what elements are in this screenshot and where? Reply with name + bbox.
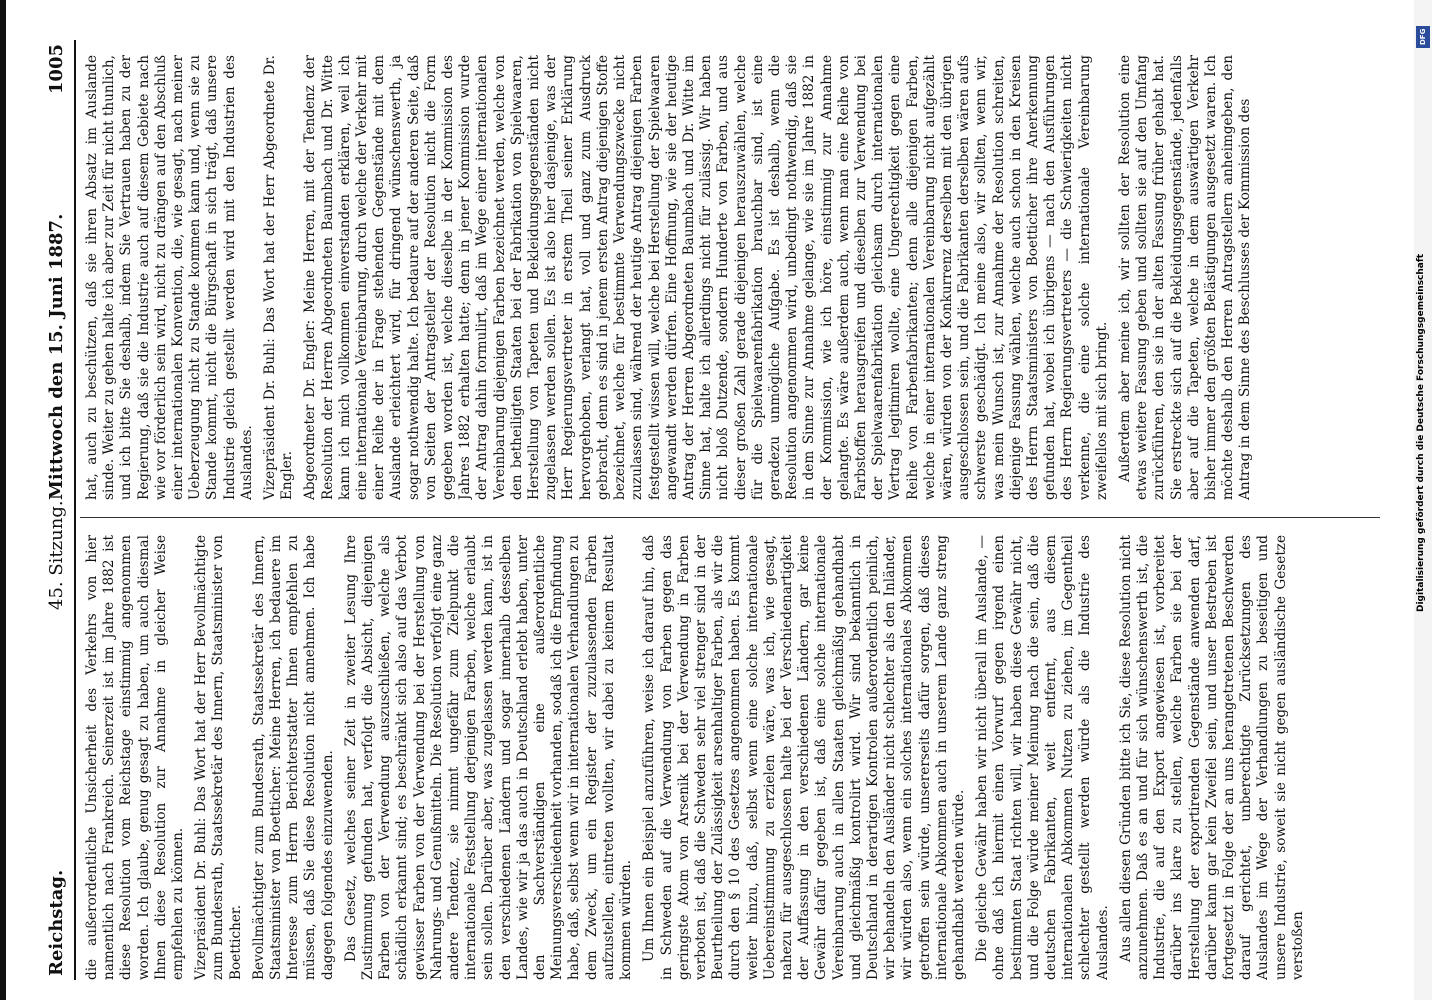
paragraph: Aus allen diesen Gründen bitte ich Sie, diese Resolution nicht anzunehmen. Daß es an und für sich wünschenswerth ist, die Industrie, die auf den Export angewiesen ist, vorbereitet darüber ins klare zu stellen, welche Farben sie bei der Herstellung der exportirenden Gegenstände anwenden darf, darüber kann gar kein Zweifel sein, und unser Bestreben ist fortgesetzt in Folge der an uns herangetretenen Beschwerden darauf gerichtet, unberechtigte Zurücksetzungen des Auslandes im Wege der Verhandlungen zu beseitigen und unsere Industrie, soweit sie nicht gegen ausländische Gesetze verstoßen bbox=[1117, 535, 1306, 980]
paragraph: Außerdem aber meine ich, wir sollten der Resolution eine etwas weitere Fassung geben und sollten sie auf den Umfang zurückführen, den sie in der alten Fassung früher gehabt hat. Sie erstreckte sich auf die Bekleidungsgegenstände, jedenfalls aber auf die Tapeten, welche in dem auswärtigen Verkehr bisher immer den größten Belästigungen ausgesetzt waren. Ich möchte deshalb den Herren Antragstellern anheimgeben, den Antrag in dem Sinne des Beschlusses der Kommission des bbox=[1116, 55, 1254, 500]
right-column bbox=[84, 55, 1384, 500]
digitization-credit: Digitalisierung gefördert durch die Deutsche Forschungsgemeinschaft bbox=[1416, 253, 1426, 612]
header-date: Mittwoch den 15. Juni 1887. bbox=[46, 213, 67, 500]
header-session: 45. Sitzung. bbox=[46, 500, 67, 610]
header-page-number: 1005 bbox=[46, 44, 67, 95]
speaker-paragraph: Vizepräsident Dr. Buhl: Das Wort hat der Herr Bevollmächtigte zum Bundesrath, Staatssekretär des Innern, Staatsminister von Boetticher. bbox=[193, 535, 244, 980]
paragraph: die außerordentliche Unsicherheit des Verkehrs von hier namentlich nach Frankreich. Seinerzeit ist im Jahre 1882 ist diese Resolution vom Reichstage einstimmig angenommen worden. Ich glaube, genug gesagt zu haben, um auch diesmal Ihnen diese Resolution zur Annahme in gleicher Weise empfehlen zu können. bbox=[84, 535, 187, 980]
paragraph: Um Ihnen ein Beispiel anzuführen, weise ich darauf hin, daß in Schweden auf die Verwendung von Farben gegen das geringste Atom von Arsenik bei der Verwendung in Farben verboten ist, daß die Schweden sehr viel strenger sind in der Beurtheilung der Zulässigkeit arsenhaltiger Farben, als wir die durch den § 10 des Gesetzes angenommen haben. Es kommt weiter hinzu, daß, selbst wenn eine solche internationale Uebereinstimmung zu erzielen wäre, was ich, wie gesagt, nahezu für ausgeschlossen halte bei der Verschiedenartigkeit der Auffassung in den verschiedenen Ländern, gar keine Gewähr dafür gegeben ist, daß eine solche internationale Vereinbarung auch in allen Staaten gleichmäßig gehandhabt und gleichmäßig kontrolirt wird. Wir sind bekanntlich in Deutschland in derartigen Kontrolen außerordentlich peinlich, wir behandeln den Ausländer nicht schlechter als den Inländer, wir würden also, wenn ein solches internationales Abkommen getroffen sein würde, unsererseits dafür sorgen, daß dieses internationale Abkommen auch in unserem Lande ganz streng gehandhabt werden würde. bbox=[641, 535, 967, 980]
speaker-paragraph: Abgeordneter Dr. Engler: Meine Herren, mit der Tendenz der Resolution der Herren Abgeordneten Baumbach und Dr. Witte kann ich mich vollkommen einverstanden erklären, weil ich eine internationale Vereinbarung, durch welche der Verkehr mit einer Reihe der in Frage stehenden Gegenstände mit dem Auslande erleichtert wird, für dringend wünschenswerth, ja sogar nothwendig halte. Ich bedaure auf der anderen Seite, daß von Seiten der Antragsteller der Resolution nicht die Form gegeben worden ist, welche dieselbe in der Kommission des Jahres 1882 erhalten hatte; denn in jener Kommission wurde der Antrag dahin formulirt, daß im Wege einer internationalen Vereinbarung diejenigen Farben bezeichnet werden, welche von den betheiligten Staaten bei der Fabrikation von Spielwaaren, Herstellung von Tapeten und Bekleidungsgegenständen nicht zugelassen werden sollen. Es ist also hier dasjenige, was der Herr Regierungsvertreter in erstem Theil seiner Erklärung hervorgehoben, verlangt hat, voll und ganz zum Ausdruck gebracht, denn es sind in jenem ersten Antrag diejenigen Stoffe bezeichnet, welche für bestimmte Verwendungszwecke nicht zuzulassen sind, während der heutige Antrag diejenigen Farben festgestellt wissen will, welche bei Herstellung der Spielwaaren angewandt werden dürfen. Eine Hoffnung, wie sie der heutige Antrag der Herren Abgeordneten Baumbach und Dr. Witte im Sinne hat, halte ich allerdings nicht für zulässig. Wir haben nicht bloß Dutzende, sondern Hunderte von Farben, und aus dieser großen Zahl gerade diejenigen herauszuwählen, welche für die Spielwaarenfabrikation brauchbar sind, ist eine geradezu unmögliche Aufgabe. Es ist deshalb, wenn die Resolution angenommen wird, unbedingt nothwendig, daß sie in dem Sinne zur Annahme gelange, wie sie im Jahre 1882 in der Kommission, wie ich höre, einstimmig zur Annahme gelangte. Es wäre außerdem auch, wenn man eine Reihe von Farbstoffen herausgreifen und dieselben zur Verwendung bei der Spielwaarenfabrikation gleichsam durch internationalen Vertrag legitimiren wollte, eine Ungerechtigkeit gegen eine Reihe von Farbenfabrikanten; denn alle diejenigen Farben, welche in einer internationalen Vereinbarung nicht aufgezählt wären, würden von der Konkurrenz derselben mit den übrigen ausgeschlossen sein, und die Fabrikanten derselben wären aufs schwerste geschädigt. Ich meine also, wir sollten, wenn wir, was mein Wunsch ist, zur Annahme der Resolution schreiten, diejenige Fassung wählen, welche auch schon in den Kreisen des Herrn Staatsministers von Boetticher ihre Anerkennung gefunden hat, wobei ich übrigens — nach den Ausführungen des Herrn Regierungsvertreters — die Schwierigkeiten nicht verkenne, die eine solche internationale Vereinbarung zweifellos mit sich bringt. bbox=[302, 55, 1110, 500]
header-publication: Reichstag. bbox=[46, 869, 67, 976]
left-column bbox=[84, 535, 1384, 980]
paragraph: Das Gesetz, welches seiner Zeit in zweiter Lesung Ihre Zustimmung gefunden hat, verfolgt die Absicht, diejenigen Farben von der Verwendung auszuschließen, welche als schädlich erkannt sind; es beschränkt sich also auf das Verbot gewisser Farben von der Verwendung bei der Herstellung von Nahrungs- und Genußmitteln. Die Resolution verfolgt eine ganz andere Tendenz, sie nimmt ungefähr zum Zielpunkt die internationale Feststellung derjenigen Farben, welche erlaubt sein sollen. Darüber aber, was zugelassen werden kann, ist in den verschiedenen Ländern und sogar innerhalb desselben Landes, wie wir ja das auch in Deutschland erlebt haben, unter den Sachverständigen eine außerordentliche Meinungsverschiedenheit vorhanden, sodaß ich die Empfindung habe, daß, selbst wenn wir in internationalen Verhandlungen zu dem Zweck, um ein Register der zuzulassenden Farben aufzustellen, eintreten wollten, wir dabei zu keinem Resultat kommen würden. bbox=[342, 535, 635, 980]
page-edge bbox=[0, 0, 6, 1000]
paragraph: Die gleiche Gewähr haben wir nicht überall im Auslande, — ohne daß ich hiermit einen Vorwurf gegen irgend einen bestimmten Staat richten will, wir haben diese Gewähr nicht, und die Folge würde meiner Meinung nach die sein, daß die deutschen Fabrikanten, weit entfernt, aus diesem internationalen Abkommen Nutzen zu ziehen, im Gegentheil schlechter gestellt werden würde als die Industrie des Auslandes. bbox=[974, 535, 1111, 980]
speaker-paragraph: Bevollmächtigter zum Bundesrath, Staatssekretär des Innern, Staatsminister von Boetticher: Meine Herren, ich bedauere im Interesse zum Herrn Berichterstatter Ihnen empfehlen zu müssen, daß Sie diese Resolution nicht annehmen. Ich habe dagegen folgendes einzuwenden. bbox=[250, 535, 336, 980]
page-header bbox=[40, 40, 76, 980]
paragraph: hat, auch zu beschützen, daß sie ihren Absatz im Auslande sinde. Weiter zu gehen halte ich aber zur Zeit für nicht thunlich, und ich bitte Sie deshalb, indem Sie Vertrauen haben zu der Regierung, daß sie die Industrie auch auf diesem Gebiete nach wie vor förderlich sein wird, nicht zu drängen auf den Abschluß einer internationalen Konvention, die, wie gesagt, nach meiner Ueberzeugung nicht zu Stande kommen kann und, wenn sie zu Stande kommt, nicht die Bürgschaft in sich trägt, daß unsere Industrie gleich gestellt werden wird mit den Industrien des Auslandes. bbox=[84, 55, 255, 500]
newspaper-page bbox=[40, 40, 1390, 980]
speaker-paragraph: Vizepräsident Dr. Buhl: Das Wort hat der Herr Abgeordnete Dr. Engler. bbox=[262, 55, 296, 500]
dfg-logo: DFG bbox=[1416, 26, 1430, 48]
column-rule bbox=[80, 517, 1380, 518]
